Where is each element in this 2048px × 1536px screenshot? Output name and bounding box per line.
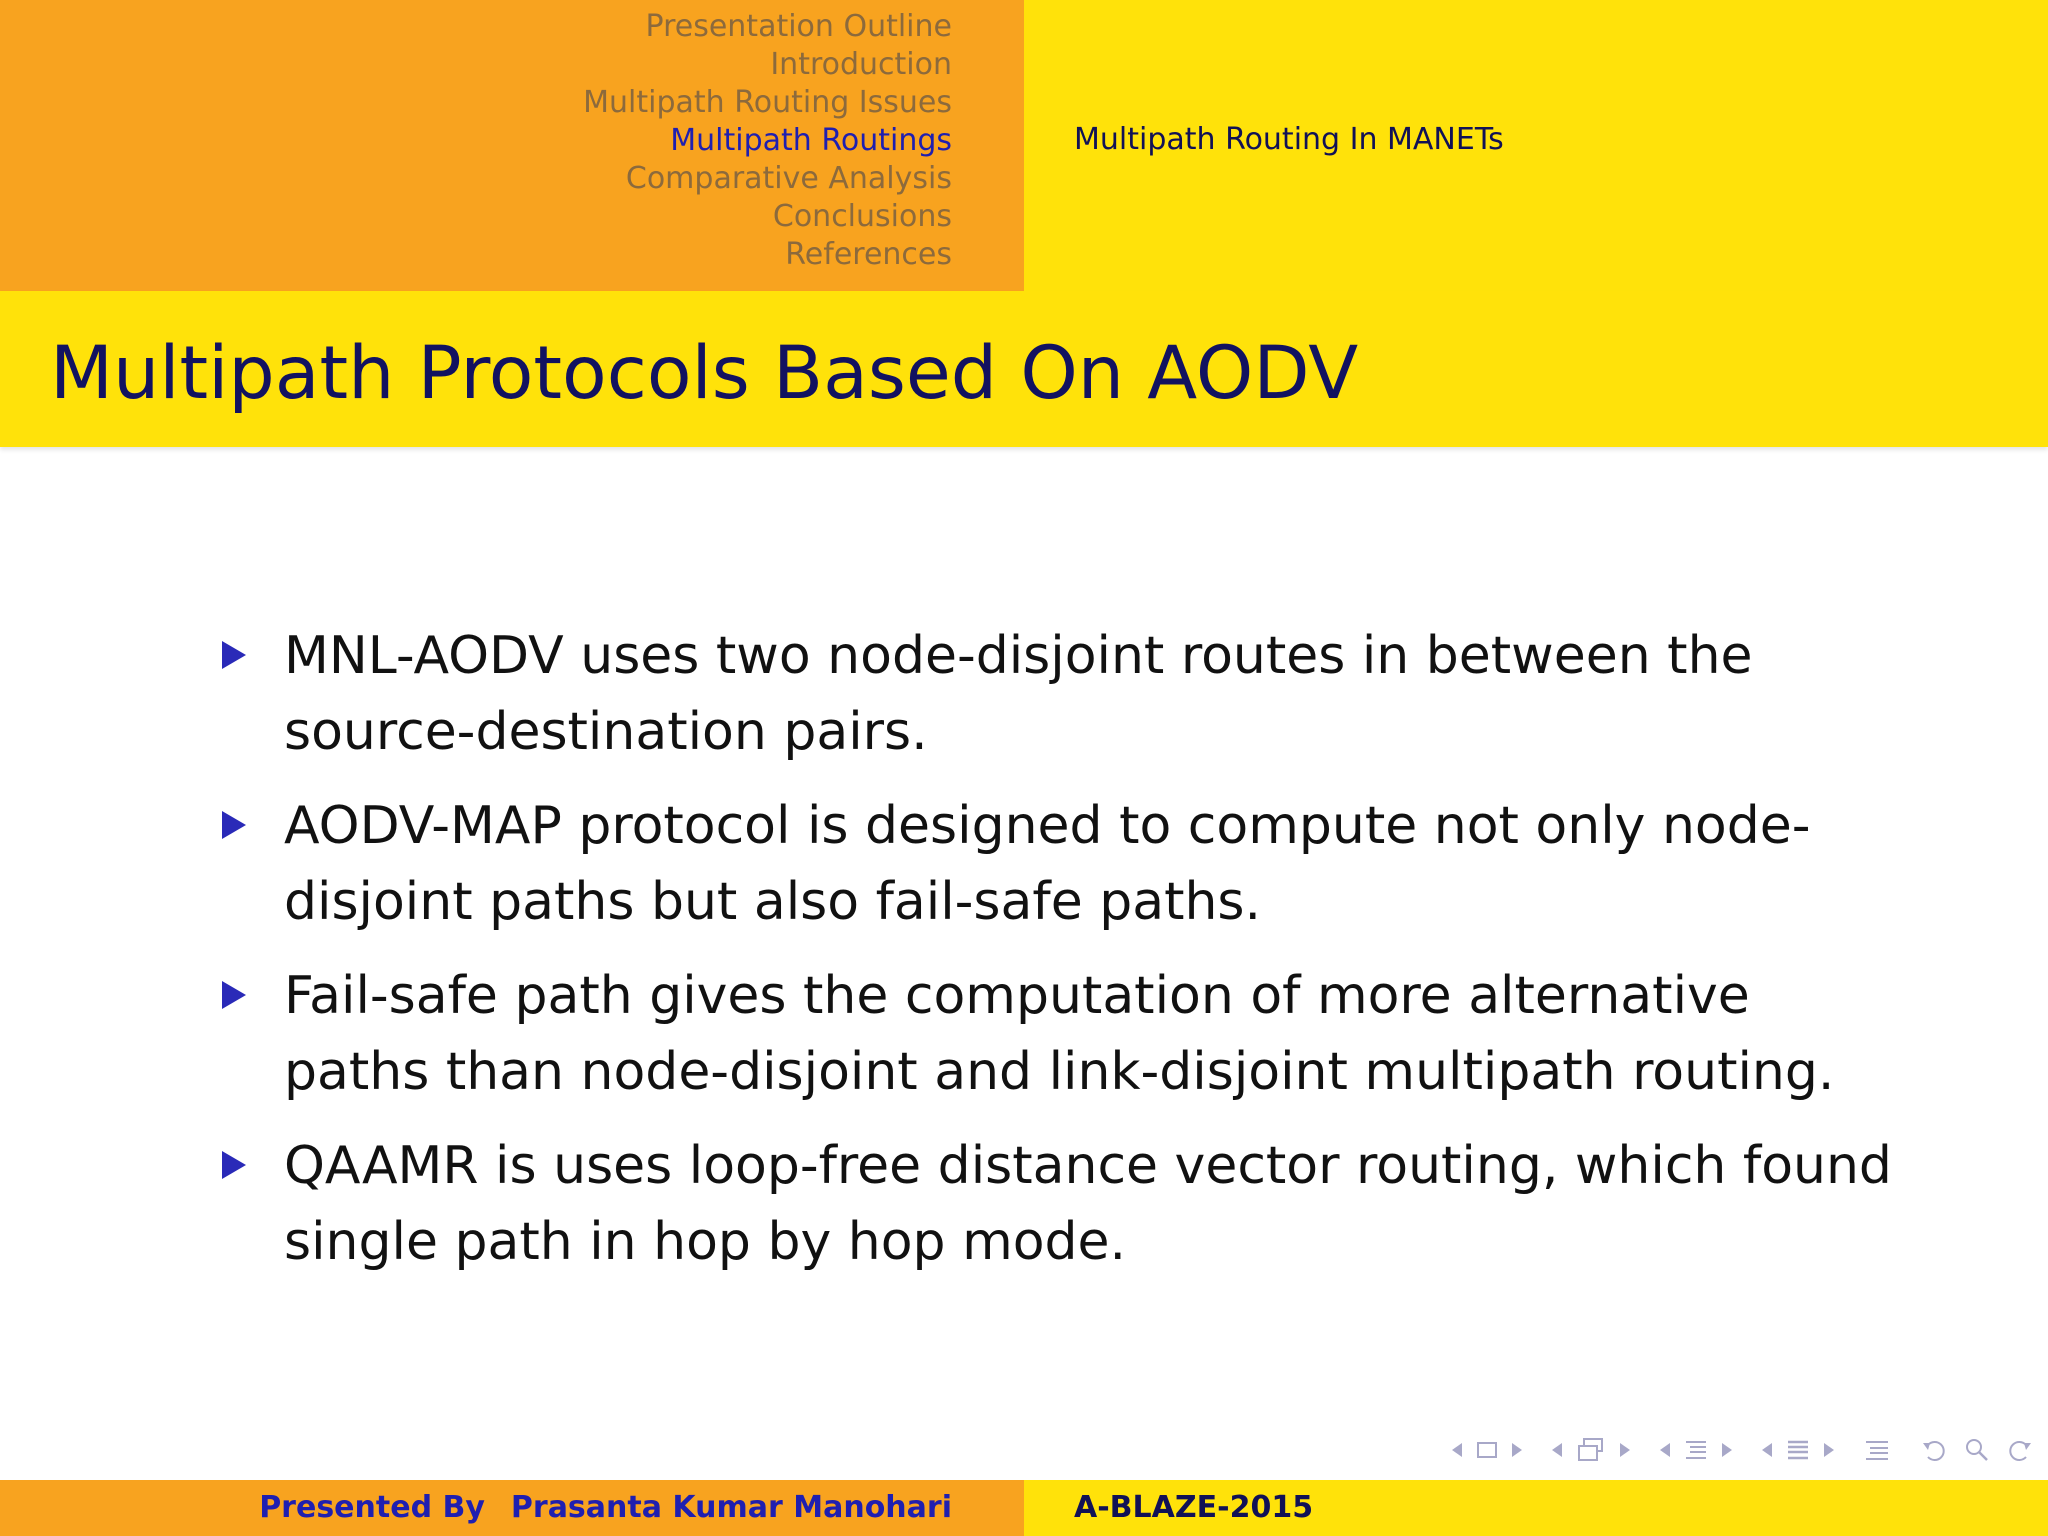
bullet-text: QAAMR is uses loop-free distance vector routing, which found single path in hop by hop mode. xyxy=(284,1136,1892,1272)
frame-icon[interactable] xyxy=(1476,1441,1498,1459)
outline-item-multipath-routing-issues[interactable]: Multipath Routing Issues xyxy=(583,85,952,120)
beamer-navigation xyxy=(1432,1432,2034,1468)
presented-by-label: Presented By xyxy=(259,1490,485,1525)
outline-item-conclusions[interactable]: Conclusions xyxy=(772,199,952,234)
author-name: Prasanta Kumar Manohari xyxy=(510,1490,952,1525)
bullet-text: Fail-safe path gives the computation of more alternative paths than node-disjoint and link-disjoint multipath routing. xyxy=(284,966,1835,1102)
nav-prev-document-icon[interactable] xyxy=(1762,1443,1772,1457)
nav-search-group xyxy=(1920,1437,2034,1463)
search-icon[interactable] xyxy=(1964,1437,1990,1463)
header-title-panel xyxy=(1024,0,2048,291)
footer-conference-panel xyxy=(1024,1480,2048,1536)
frame-title: Multipath Protocols Based On AODV xyxy=(50,331,1359,416)
footer-author-panel xyxy=(0,1480,1024,1536)
nav-frame-group xyxy=(1452,1441,1522,1459)
nav-next-document-icon[interactable] xyxy=(1824,1443,1834,1457)
nav-next-section-icon[interactable] xyxy=(1722,1443,1732,1457)
outline-item-comparative-analysis[interactable]: Comparative Analysis xyxy=(625,161,952,196)
nav-next-subsection-icon[interactable] xyxy=(1620,1443,1630,1457)
section-outline xyxy=(583,8,952,274)
nav-align-group xyxy=(1864,1438,1890,1462)
presentation-title[interactable]: Multipath Routing In MANETs xyxy=(1074,122,1504,157)
triangle-bullet-icon xyxy=(222,981,246,1009)
bullet-text: AODV-MAP protocol is designed to compute not only node-disjoint paths but also fail-safe paths. xyxy=(284,796,1811,932)
frame-title-bar xyxy=(0,291,2048,447)
subsection-icon[interactable] xyxy=(1576,1437,1606,1463)
bullet-item xyxy=(222,788,1902,940)
nav-prev-section-icon[interactable] xyxy=(1660,1443,1670,1457)
align-icon[interactable] xyxy=(1864,1438,1890,1462)
forward-icon[interactable] xyxy=(2004,1437,2034,1463)
document-icon[interactable] xyxy=(1786,1438,1810,1462)
nav-section-group xyxy=(1660,1438,1732,1462)
triangle-bullet-icon xyxy=(222,641,246,669)
nav-document-group xyxy=(1762,1438,1834,1462)
nav-next-frame-icon[interactable] xyxy=(1512,1443,1522,1457)
bullet-item xyxy=(222,1128,1902,1280)
outline-item-references[interactable]: References xyxy=(785,237,952,272)
footer-author xyxy=(259,1490,952,1525)
bullet-item xyxy=(222,958,1902,1110)
nav-subsection-group xyxy=(1552,1437,1630,1463)
header-outline-panel xyxy=(0,0,1024,291)
bullet-list xyxy=(222,618,1902,1298)
bullet-text: MNL-AODV uses two node-disjoint routes in between the source-destination pairs. xyxy=(284,626,1753,762)
outline-item-multipath-routings[interactable]: Multipath Routings xyxy=(670,123,952,158)
nav-prev-subsection-icon[interactable] xyxy=(1552,1443,1562,1457)
conference-name: A-BLAZE-2015 xyxy=(1074,1490,1314,1525)
section-icon[interactable] xyxy=(1684,1438,1708,1462)
bullet-item xyxy=(222,618,1902,770)
nav-prev-frame-icon[interactable] xyxy=(1452,1443,1462,1457)
outline-item-presentation-outline[interactable]: Presentation Outline xyxy=(645,9,952,44)
triangle-bullet-icon xyxy=(222,811,246,839)
triangle-bullet-icon xyxy=(222,1151,246,1179)
back-icon[interactable] xyxy=(1920,1437,1950,1463)
outline-item-introduction[interactable]: Introduction xyxy=(770,47,952,82)
